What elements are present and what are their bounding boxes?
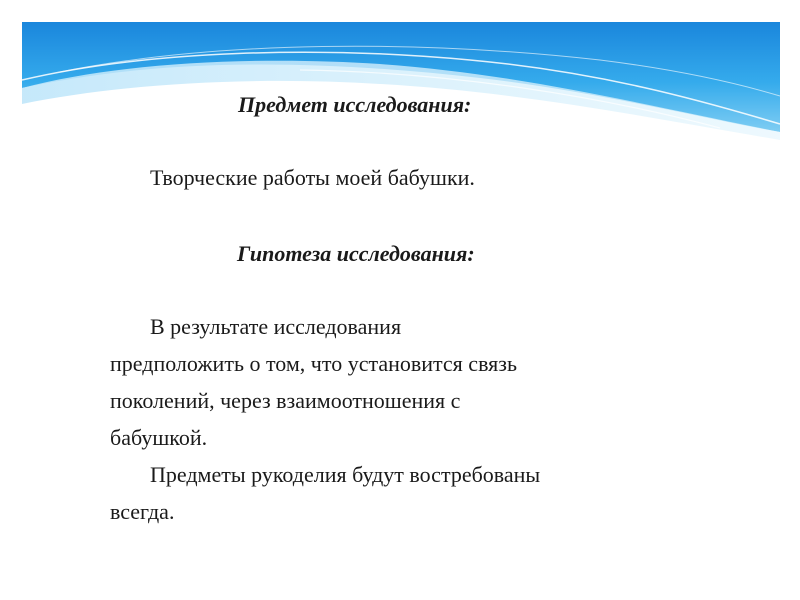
hypothesis-line: всегда. [110, 499, 175, 524]
hypothesis-line: предположить о том, что установится связь [110, 351, 518, 376]
hypothesis-line: бабушкой. [110, 425, 208, 450]
hypothesis-line: В результате исследования [150, 314, 402, 339]
subject-text: Творческие работы моей бабушки. [150, 165, 475, 190]
hypothesis-line: поколений, через взаимоотношения с [110, 388, 461, 413]
subject-heading: Предмет исследования: [238, 92, 472, 117]
hypothesis-heading: Гипотеза исследования: [237, 241, 475, 266]
hypothesis-line: Предметы рукоделия будут востребованы [150, 462, 541, 487]
